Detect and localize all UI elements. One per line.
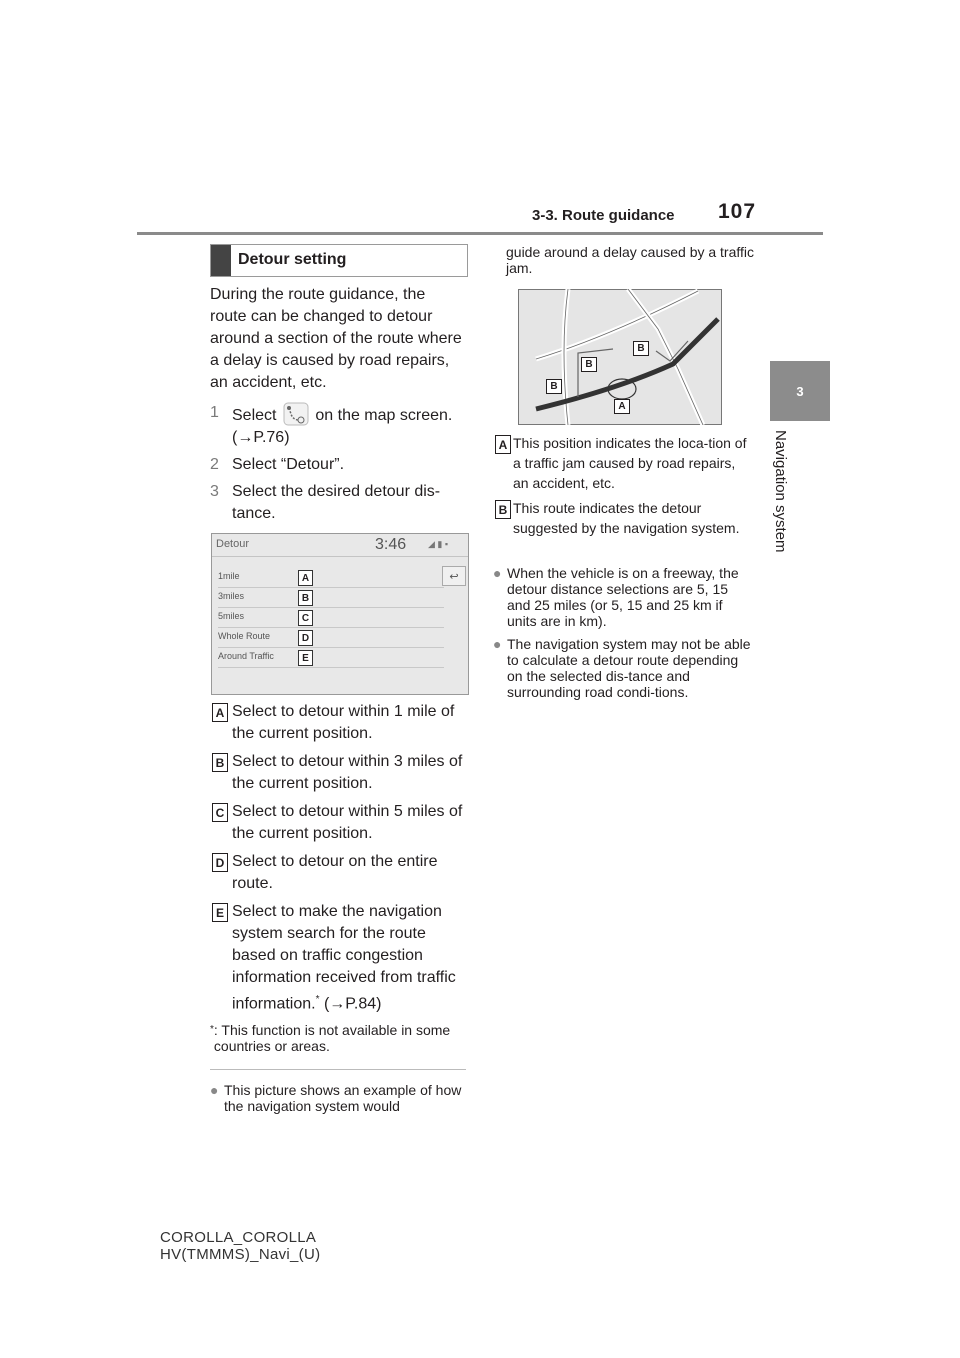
step-text: Select — [232, 407, 277, 424]
map-callout-b: B — [633, 341, 649, 356]
header-marker — [211, 245, 231, 276]
detour-map — [518, 289, 722, 425]
intro-paragraph: During the route guidance, the route can be changed to detour around a section of the route where a delay is caused by road repairs, an accident, etc. — [210, 286, 462, 391]
page-ref: P.76 — [253, 429, 285, 446]
note-divider — [210, 1069, 466, 1070]
status-icons: ◢ ▮ ▪ — [428, 539, 449, 549]
callout-a: A — [298, 570, 313, 586]
back-icon[interactable]: ↩ — [442, 566, 466, 586]
legend-a: A Select to detour within 1 mile of the current position. — [210, 701, 466, 747]
note-picture-example: ● This picture shows an example of how the navigation system would — [210, 1082, 462, 1114]
step-number: 2 — [210, 456, 219, 473]
label-b: B — [495, 500, 511, 519]
step-text: Select “Detour”. — [232, 456, 345, 473]
step-text: Select the desired detour dis-tance. — [232, 483, 441, 522]
document-footer: COROLLA_COROLLA HV(TMMMS)_Navi_(U) — [160, 1229, 321, 1263]
step-3 — [210, 481, 466, 525]
option-whole-route[interactable]: Whole Route D — [218, 628, 444, 648]
bullet-icon: ● — [493, 636, 502, 652]
map-callout-a: A — [614, 399, 630, 414]
detour-setting-header — [210, 244, 468, 277]
section-heading: 3-3. Route guidance — [532, 207, 675, 224]
chapter-tab: 3 — [770, 361, 830, 421]
map-callout-b: B — [546, 379, 562, 394]
page-number: 107 — [718, 200, 757, 223]
section-title: Detour setting — [238, 251, 347, 268]
callout-e: E — [298, 650, 313, 666]
callout-d: D — [298, 630, 313, 646]
option-3miles[interactable]: 3miles B — [218, 588, 444, 608]
screen-title: Detour — [216, 538, 250, 550]
chapter-title: Navigation system — [772, 430, 789, 553]
note-calculation: ● The navigation system may not be able to calculate a detour route depending on the selected dis-tance and surrounding road condi-tions. — [493, 636, 751, 700]
callout-b: B — [298, 590, 313, 606]
detour-screen — [211, 533, 469, 695]
option-1mile[interactable]: 1mile A — [218, 568, 444, 588]
map-legend-b: B This route indicates the detour suggested by the navigation system. — [493, 498, 753, 558]
callout-c: C — [298, 610, 313, 626]
step-1: 1 Select on the map screen. (→P.76) — [210, 402, 466, 449]
bullet-icon: ● — [493, 565, 502, 581]
legend-b: B Select to detour within 3 miles of the current position. — [210, 751, 466, 797]
map-callout-b: B — [581, 357, 597, 372]
screen-clock: 3:46 — [375, 536, 407, 553]
route-options-icon — [283, 402, 309, 426]
note-continued: guide around a delay caused by a traffic jam. — [506, 244, 755, 276]
legend-d: D Select to detour on the entire route. — [210, 851, 466, 897]
header-rule — [137, 232, 823, 235]
page-ref: P.84 — [345, 995, 377, 1013]
step-number: 3 — [210, 483, 219, 500]
label-b: B — [212, 753, 228, 772]
label-e: E — [212, 903, 228, 922]
option-5miles[interactable]: 5miles C — [218, 608, 444, 628]
legend-e: E Select to make the navigation system search for the route based on traffic congestion information received from traffic information.* (→P.84) — [210, 901, 466, 1017]
arrow-icon: → — [329, 995, 346, 1013]
option-around-traffic[interactable]: Around Traffic E — [218, 648, 444, 668]
bullet-icon: ● — [210, 1082, 219, 1098]
label-a: A — [212, 703, 228, 722]
step-number: 1 — [210, 404, 219, 421]
note-freeway: ● When the vehicle is on a freeway, the detour distance selections are 5, 15 and 25 miles (or 5, 15 and 25 km if units are in km). — [493, 565, 739, 629]
arrow-icon: → — [237, 429, 254, 446]
label-c: C — [212, 803, 228, 822]
legend-c: C Select to detour within 5 miles of the current position. — [210, 801, 466, 847]
label-d: D — [212, 853, 228, 872]
label-a: A — [495, 435, 511, 454]
footnote: * : This function is not available in some countries or areas. — [210, 1022, 451, 1054]
map-legend-a: A This position indicates the loca-tion of a traffic jam caused by road repairs, an accident, etc. — [493, 433, 753, 493]
step-text: on the map screen. ( — [232, 407, 453, 446]
screen-header — [212, 534, 468, 557]
step-2 — [210, 454, 466, 476]
